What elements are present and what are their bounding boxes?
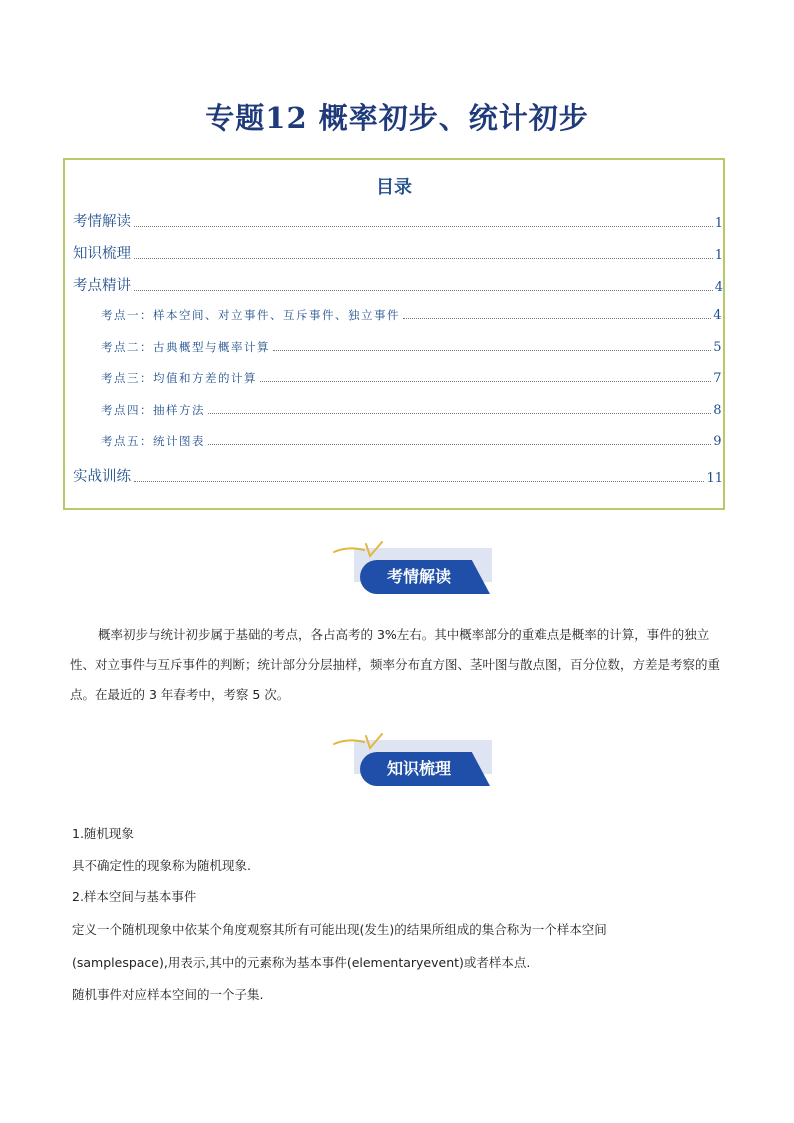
toc-entry-shizhan[interactable] [73,465,723,486]
toc-entry-label: 考点二：古典概型与概率计算 [101,340,270,354]
section-banner-kaoqing [330,540,500,600]
heading-sample-space: 2.样本空间与基本事件 [72,889,197,904]
toc-leader-dots [403,317,711,319]
banner-title: 考情解读 [386,567,451,586]
toc-leader-dots [208,412,711,414]
toc-entry-kaoqing[interactable] [73,210,723,231]
toc-leader-dots [134,225,713,227]
toc-entry-page: 4 [713,308,723,323]
toc-entry-kaodian-4[interactable] [101,402,723,418]
banner-title: 知识梳理 [386,759,451,778]
toc-entry-kaodian-1[interactable] [101,307,723,323]
toc-entry-kaodian[interactable] [73,274,723,295]
section-banner-zhishi [330,732,500,792]
toc-entry-page: 7 [713,371,723,386]
toc-leader-dots [260,380,711,382]
toc-entry-label: 实战训练 [73,469,131,485]
toc-entry-kaodian-5[interactable] [101,433,723,449]
text-line: (samplespace),用表示,其中的元素称为基本事件(elementaryevent)或者样本点. [72,955,531,970]
page-title: 专题12 概率初步、统计初步 [205,101,589,135]
toc-leader-dots [208,443,711,445]
heading-random-phenomenon: 1.随机现象 [72,826,134,841]
toc-entry-label: 考点三：均值和方差的计算 [101,371,257,385]
toc-entry-page: 1 [714,216,723,231]
toc-entry-page: 5 [713,340,723,355]
text-line: 定义一个随机现象中依某个角度观察其所有可能出现(发生)的结果所组成的集合称为一个样本空间 [72,922,607,937]
kaoqing-text: 概率初步与统计初步属于基础的考点，各占高考的 3%左右。其中概率部分的重难点是概率的计算，事件的独立性、对立事件与互斥事件的判断；统计部分分层抽样，频率分布直方图、茎叶图与散点图，百分位数，方差是考察的重点。在最近的 3 年春考中，考察 5 次。 [70,627,721,702]
toc-entry-page: 1 [714,248,723,263]
toc-entry-label: 考点一：样本空间、对立事件、互斥事件、独立事件 [101,308,400,322]
toc-leader-dots [273,349,711,351]
toc-leader-dots [134,480,704,482]
toc-leader-dots [134,289,713,291]
toc-entry-label: 考情解读 [73,214,131,230]
toc-entry-page: 8 [713,403,723,418]
toc-entry-label: 考点精讲 [73,278,131,294]
text-line: 随机事件对应样本空间的一个子集. [72,987,264,1002]
kaoqing-paragraph [70,620,722,710]
toc-entry-label: 考点五：统计图表 [101,434,205,448]
toc-entry-label: 知识梳理 [73,246,131,262]
toc-entry-kaodian-2[interactable] [101,339,723,355]
toc-entry-label: 考点四：抽样方法 [101,403,205,417]
toc-heading: 目录 [376,177,412,198]
toc-entry-zhishi[interactable] [73,242,723,263]
toc-entry-kaodian-3[interactable] [101,370,723,386]
toc-entry-page: 4 [714,280,723,295]
toc-entry-page: 11 [706,471,723,486]
toc-entry-page: 9 [713,434,723,449]
text-line: 具不确定性的现象称为随机现象. [72,858,251,873]
toc-leader-dots [134,257,713,259]
table-of-contents [63,158,725,510]
